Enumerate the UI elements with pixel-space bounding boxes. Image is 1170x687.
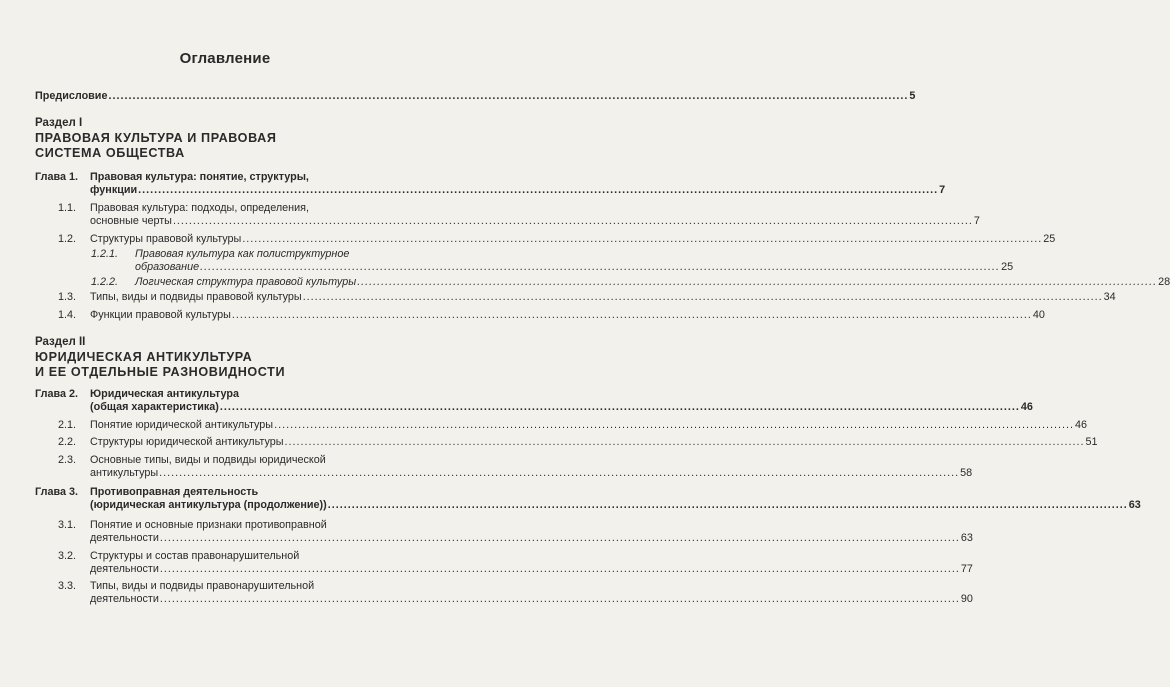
dot-leader: ........................................................................................................................................................................................................: [357, 276, 1158, 288]
section-title-line: И ЕЕ ОТДЕЛЬНЫЕ РАЗНОВИДНОСТИ: [35, 365, 286, 379]
entry-text-line: Функции правовой культуры: [90, 309, 231, 321]
entry-text-line: Логическая структура правовой культуры: [135, 276, 357, 288]
entry-number: Глава 2.: [35, 388, 78, 400]
entry-text-line: Основные типы, виды и подвиды юридической: [90, 454, 326, 466]
entry-text-line: Структуры и состав правонарушительной: [90, 550, 300, 562]
page-number: 51: [1085, 436, 1098, 448]
entry-number: 1.2.: [58, 233, 77, 245]
entry-text-line: Структуры юридической антикультуры: [90, 436, 284, 448]
dot-leader: ........................................................................................................................................................................................................: [159, 592, 960, 605]
entry-text-line: Противоправная деятельность: [90, 486, 259, 498]
page-number: 40: [1032, 309, 1045, 321]
entry-text-line: деятельности: [90, 592, 159, 605]
dot-leader: ........................................................................................................................................................................................................: [231, 309, 1032, 321]
entry-text-line: Типы, виды и подвиды правонарушительной: [90, 580, 315, 592]
dot-leader: ........................................................................................................................................................................................................: [284, 436, 1085, 448]
dot-leader: ........................................................................................................................................................................................................: [200, 260, 1001, 273]
dot-leader: ........................................................................................................................................................................................................: [219, 400, 1020, 413]
entry-number: 2.2.: [58, 436, 77, 448]
entry-number: 3.1.: [58, 519, 77, 531]
entry-text-line: Правовая культура: понятие, структуры,: [90, 171, 309, 183]
page-number: 77: [960, 562, 973, 575]
entry-number: 1.4.: [58, 309, 77, 321]
entry-text-line: Предисловие: [35, 90, 108, 102]
sec2-title: [35, 350, 365, 380]
entry-text-line: Типы, виды и подвиды правовой культуры: [90, 291, 302, 303]
entry-number: 3.2.: [58, 550, 77, 562]
page-number: 7: [939, 183, 946, 196]
section-title-line: ПРАВОВАЯ КУЛЬТУРА И ПРАВОВАЯ: [35, 131, 277, 145]
entry-number: 2.3.: [58, 454, 77, 466]
entry-number: 2.1.: [58, 419, 77, 431]
dot-leader: ........................................................................................................................................................................................................: [138, 183, 939, 196]
entry-text-line: (юридическая антикультура (продолжение)): [90, 498, 327, 511]
entry-number: 1.2.1.: [91, 248, 119, 260]
entry-text-line: Структуры правовой культуры: [90, 233, 242, 245]
entry-text-line: Юридическая антикультура: [90, 388, 239, 400]
page-number: 58: [960, 466, 973, 479]
dot-leader: ........................................................................................................................................................................................................: [327, 498, 1128, 511]
entry-text-line: функции: [90, 183, 138, 196]
entry-number: 1.2.2.: [91, 276, 119, 288]
page-number: 5: [909, 90, 916, 102]
entry-number: Глава 3.: [35, 486, 78, 498]
dot-leader: ........................................................................................................................................................................................................: [242, 233, 1043, 245]
dot-leader: ........................................................................................................................................................................................................: [302, 291, 1103, 303]
sec1-title: [35, 131, 365, 161]
entry-text-line: Правовая культура: подходы, определения,: [90, 202, 310, 214]
entry-text-line: Правовая культура как полиструктурное: [135, 248, 350, 260]
entry-number: 1.1.: [58, 202, 77, 214]
page-number: 7: [973, 214, 980, 227]
entry-text-line: антикультуры: [90, 466, 159, 479]
dot-leader: ........................................................................................................................................................................................................: [159, 466, 960, 479]
page-number: 34: [1103, 291, 1116, 303]
entry-text-line: образование: [135, 260, 200, 273]
page-number: 28: [1158, 276, 1170, 288]
dot-leader: ........................................................................................................................................................................................................: [159, 531, 960, 544]
dot-leader: ........................................................................................................................................................................................................: [274, 419, 1075, 431]
entry-number: Глава 1.: [35, 171, 78, 183]
entry-text-line: деятельности: [90, 562, 159, 575]
toc-title: Оглавление: [179, 50, 271, 67]
sec1-label: Раздел I: [35, 117, 83, 129]
page-number: 63: [960, 531, 973, 544]
page-number: 46: [1020, 400, 1033, 413]
entry-text-line: (общая характеристика): [90, 400, 219, 413]
section-title-line: СИСТЕМА ОБЩЕСТВА: [35, 146, 185, 160]
page-number: 63: [1128, 498, 1141, 511]
page-number: 90: [960, 592, 973, 605]
entry-text-line: деятельности: [90, 531, 159, 544]
page-number: 25: [1001, 260, 1014, 273]
page-number: 25: [1043, 233, 1056, 245]
entry-number: 1.3.: [58, 291, 77, 303]
entry-text-line: основные черты: [90, 214, 172, 227]
entry-text-line: Понятие юридической антикультуры: [90, 419, 274, 431]
sec2-label: Раздел II: [35, 336, 86, 348]
entry-number: 3.3.: [58, 580, 77, 592]
dot-leader: ........................................................................................................................................................................................................: [159, 562, 960, 575]
entry-text-line: Понятие и основные признаки противоправной: [90, 519, 327, 531]
page-number: 46: [1075, 419, 1088, 431]
dot-leader: ........................................................................................................................................................................................................: [108, 90, 909, 102]
section-title-line: ЮРИДИЧЕСКАЯ АНТИКУЛЬТУРА: [35, 350, 253, 364]
dot-leader: ........................................................................................................................................................................................................: [172, 214, 973, 227]
